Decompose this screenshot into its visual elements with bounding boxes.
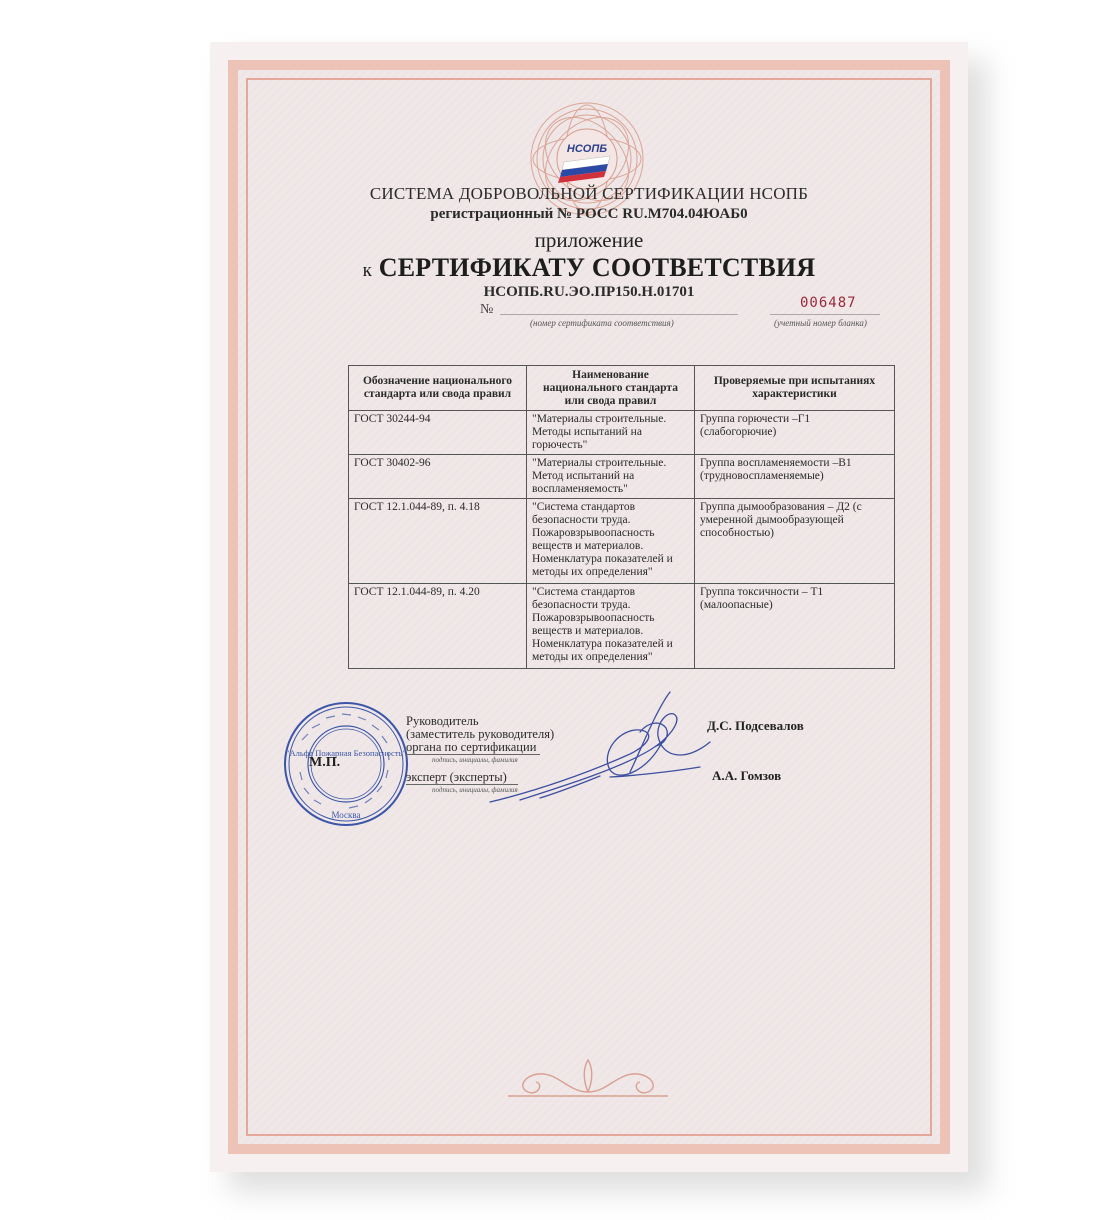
standard-code: ГОСТ 12.1.044-89, п. 4.20 (349, 584, 527, 669)
certificate-number-caption: (номер сертификата соответствия) (530, 318, 674, 328)
table-row (349, 584, 895, 669)
standard-name: "Материалы строительные. Метод испытаний на воспламеняемость" (527, 455, 695, 499)
handwritten-signature (480, 672, 720, 812)
title-prefix: к (362, 260, 373, 281)
blank-number-underline (770, 314, 880, 315)
registration-number: регистрационный № РОСС RU.М704.04ЮАБ0 (430, 206, 748, 222)
svg-text:Москва: Москва (331, 810, 361, 820)
fine-print (270, 1104, 910, 1112)
standard-code: ГОСТ 12.1.044-89, п. 4.18 (349, 499, 527, 584)
seal-place-label: М.П. (309, 755, 341, 770)
standard-name: "Система стандартов безопасности труда. Пожаровзрывоопасность веществ и материалов. Номенклатура показателей и методы их определения" (527, 584, 695, 669)
table-row (349, 499, 895, 584)
header-standard-name: Наименование национального стандарта или свода правил (527, 366, 695, 411)
organization-stamp (282, 700, 410, 828)
certificate-title (210, 253, 968, 283)
number-sign: № (480, 302, 494, 317)
certification-system-title: СИСТЕМА ДОБРОВОЛЬНОЙ СЕРТИФИКАЦИИ НСОПБ (369, 184, 809, 203)
tested-characteristic: Группа дымообразования – Д2 (с умеренной дымообразующей способностью) (695, 499, 895, 584)
head-label-line3: органа по сертификации (406, 740, 537, 754)
certificate-sheet (210, 42, 968, 1172)
head-name: Д.С. Подсевалов (707, 718, 804, 733)
number-underline (500, 314, 738, 315)
standards-table (348, 365, 895, 669)
standard-code: ГОСТ 30402-96 (349, 455, 527, 499)
bottom-ornament (498, 1052, 678, 1102)
expert-signature-caption: подпись, инициалы, фамилия (432, 786, 518, 794)
header-standard-code: Обозначение национального стандарта или свода правил (349, 366, 527, 411)
annex-label: приложение (534, 228, 644, 252)
table-header-row (349, 366, 895, 411)
head-signature-caption: подпись, инициалы, фамилия (432, 756, 518, 764)
header-characteristics: Проверяемые при испытаниях характеристики (695, 366, 895, 411)
head-label-line2: (заместитель руководителя) (406, 727, 555, 741)
expert-name: А.А. Гомзов (712, 768, 782, 783)
head-label-line1: Руководитель (406, 714, 479, 728)
tested-characteristic: Группа горючести –Г1 (слабогорючие) (695, 411, 895, 455)
standard-code: ГОСТ 30244-94 (349, 411, 527, 455)
title-main: СЕРТИФИКАТУ СООТВЕТСТВИЯ (378, 253, 816, 282)
svg-text:"Альфа Пожарная Безопасность": "Альфа Пожарная Безопасность" (286, 748, 406, 758)
blank-number: 006487 (800, 295, 857, 311)
svg-text:НСОПБ: НСОПБ (566, 143, 608, 155)
table-row (349, 455, 895, 499)
tested-characteristic: Группа воспламеняемости –В1 (трудновоспламеняемые) (695, 455, 895, 499)
table-row (349, 411, 895, 455)
standard-name: "Система стандартов безопасности труда. Пожаровзрывоопасность веществ и материалов. Номенклатура показателей и методы их определения" (527, 499, 695, 584)
blank-number-caption: (учетный номер бланка) (774, 318, 867, 328)
tested-characteristic: Группа токсичности – Т1 (малоопасные) (695, 584, 895, 669)
certificate-number: НСОПБ.RU.ЭО.ПР150.Н.01701 (483, 284, 695, 300)
standard-name: "Материалы строительные. Методы испытаний на горючесть" (527, 411, 695, 455)
expert-label: эксперт (эксперты) (406, 770, 507, 784)
